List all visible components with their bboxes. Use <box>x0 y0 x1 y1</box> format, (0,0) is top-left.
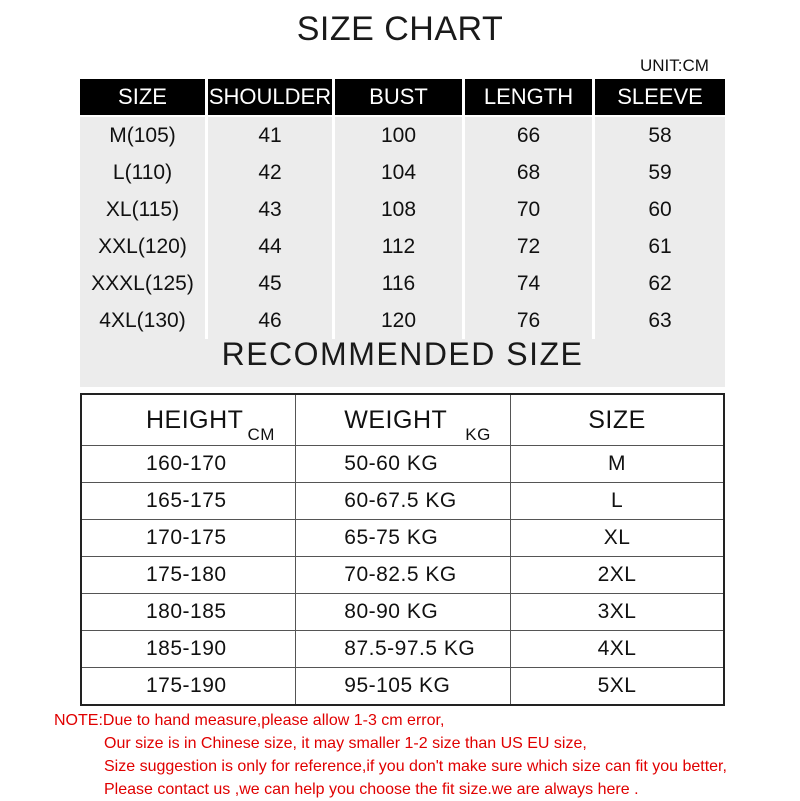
size-cell: XL <box>511 520 724 557</box>
table-row <box>81 668 724 706</box>
size-cell: 2XL <box>511 557 724 594</box>
table-row <box>80 191 725 228</box>
size-header-size: SIZE <box>80 79 208 115</box>
length-cell: 68 <box>465 154 595 191</box>
size-header-shoulder: SHOULDER <box>208 79 335 115</box>
table-row <box>81 557 724 594</box>
size-cell: XL(115) <box>80 191 208 228</box>
size-cell: L <box>511 483 724 520</box>
table-row <box>80 228 725 265</box>
weight-cell: 60-67.5 KG <box>296 483 511 520</box>
size-cell: L(110) <box>80 154 208 191</box>
shoulder-cell: 45 <box>208 265 335 302</box>
size-header-bust: BUST <box>335 79 465 115</box>
weight-unit: KG <box>465 424 491 444</box>
bust-cell: 104 <box>335 154 465 191</box>
table-row <box>80 154 725 191</box>
size-note <box>54 709 727 801</box>
height-cell: 175-190 <box>81 668 296 706</box>
size-cell: XXL(120) <box>80 228 208 265</box>
weight-cell: 95-105 KG <box>296 668 511 706</box>
sleeve-cell: 63 <box>648 308 672 332</box>
table-row <box>80 265 725 302</box>
table-row <box>80 302 725 339</box>
height-header-label: HEIGHT <box>146 405 244 434</box>
note-line-2: Our size is in Chinese size, it may smaller 1-2 size than US EU size, <box>104 735 587 752</box>
size-cell: 4XL(130) <box>80 302 208 339</box>
length-cell: 76 <box>465 302 595 339</box>
table-row <box>81 631 724 668</box>
table-row <box>81 483 724 520</box>
weight-cell: 70-82.5 KG <box>296 557 511 594</box>
page-title: SIZE CHART <box>296 10 504 48</box>
note-line-4: Please contact us ,we can help you choose the fit size.we are always here . <box>104 781 639 798</box>
length-cell: 74 <box>465 265 595 302</box>
unit-label: UNIT:CM <box>640 56 709 75</box>
size-cell: 4XL <box>511 631 724 668</box>
height-cell: 180-185 <box>81 594 296 631</box>
bust-cell: 108 <box>335 191 465 228</box>
size-cell: M <box>511 446 724 483</box>
table-row <box>81 594 724 631</box>
table-row <box>81 446 724 483</box>
sleeve-cell: 58 <box>648 123 672 147</box>
sleeve-cell: 60 <box>648 197 672 221</box>
sleeve-cell: 59 <box>648 160 672 184</box>
height-cell: 170-175 <box>81 520 296 557</box>
shoulder-cell: 46 <box>208 302 335 339</box>
weight-header <box>296 394 511 446</box>
shoulder-cell: 42 <box>208 154 335 191</box>
note-line-3: Size suggestion is only for reference,if you don't make sure which size can fit you better, <box>104 758 727 775</box>
weight-cell: 50-60 KG <box>296 446 511 483</box>
size-cell: XXXL(125) <box>80 265 208 302</box>
size-cell: 3XL <box>511 594 724 631</box>
height-unit: CM <box>247 424 275 444</box>
bust-cell: 112 <box>335 228 465 265</box>
weight-cell: 65-75 KG <box>296 520 511 557</box>
bust-cell: 100 <box>335 117 465 154</box>
height-cell: 175-180 <box>81 557 296 594</box>
size-cell: 5XL <box>511 668 724 706</box>
height-cell: 160-170 <box>81 446 296 483</box>
sleeve-cell: 62 <box>648 271 672 295</box>
height-cell: 165-175 <box>81 483 296 520</box>
length-cell: 72 <box>465 228 595 265</box>
size-header-length: LENGTH <box>465 79 595 115</box>
note-line-1: NOTE:Due to hand measure,please allow 1-3 cm error, <box>54 712 445 729</box>
weight-cell: 80-90 KG <box>296 594 511 631</box>
sleeve-cell: 61 <box>648 234 672 258</box>
shoulder-cell: 43 <box>208 191 335 228</box>
table-header-row <box>81 394 724 446</box>
table-row <box>80 117 725 154</box>
size-chart-header <box>80 79 725 115</box>
shoulder-cell: 44 <box>208 228 335 265</box>
bust-cell: 120 <box>335 302 465 339</box>
weight-header-label: WEIGHT <box>344 405 448 434</box>
length-cell: 66 <box>465 117 595 154</box>
size-cell: M(105) <box>80 117 208 154</box>
bust-cell: 116 <box>335 265 465 302</box>
size-header-sleeve: SLEEVE <box>595 79 725 115</box>
table-row <box>81 520 724 557</box>
recommended-size-title: RECOMMENDED SIZE <box>221 336 584 372</box>
weight-cell: 87.5-97.5 KG <box>296 631 511 668</box>
length-cell: 70 <box>465 191 595 228</box>
recommended-size-table <box>80 393 725 706</box>
height-cell: 185-190 <box>81 631 296 668</box>
height-header <box>81 394 296 446</box>
size-header: SIZE <box>511 394 724 446</box>
shoulder-cell: 41 <box>208 117 335 154</box>
